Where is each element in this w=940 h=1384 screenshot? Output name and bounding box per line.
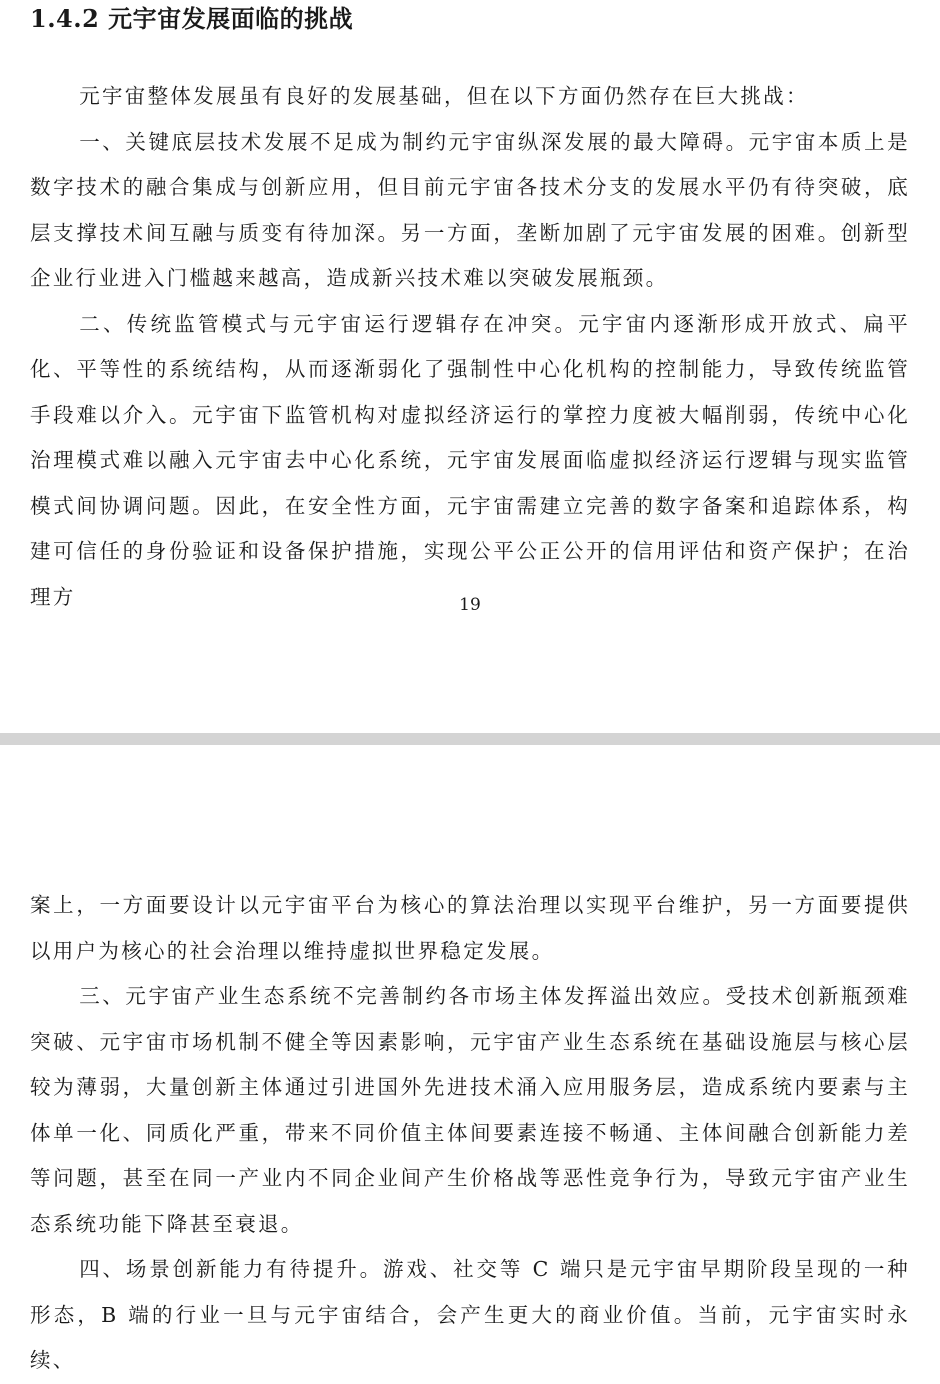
- body-text-continued: [30, 883, 910, 1384]
- page-separator: [0, 733, 940, 745]
- body-text: [30, 74, 910, 620]
- page-number: 19: [459, 595, 481, 615]
- challenge-1-paragraph: 一、关键底层技术发展不足成为制约元宇宙纵深发展的最大障碍。元宇宙本质上是数字技术的融合集成与创新应用，但目前元宇宙各技术分支的发展水平仍有待突破，底层支撑技术间互融与质变有待加深。另一方面，垄断加剧了元宇宙发展的困难。创新型企业行业进入门槛越来越高，造成新兴技术难以突破发展瓶颈。: [30, 129, 910, 290]
- challenge-2-paragraph: 二、传统监管模式与元宇宙运行逻辑存在冲突。元宇宙内逐渐形成开放式、扁平化、平等性的系统结构，从而逐渐弱化了强制性中心化机构的控制能力，导致传统监管手段难以介入。元宇宙下监管机构对虚拟经济运行的掌控力度被大幅削弱，传统中心化治理模式难以融入元宇宙去中心化系统，元宇宙发展面临虚拟经济运行逻辑与现实监管模式间协调问题。因此，在安全性方面，元宇宙需建立完善的数字备案和追踪体系，构建可信任的身份验证和设备保护措施，实现公平公正公开的信用评估和资产保护；在治理方: [30, 311, 910, 609]
- challenge-3-paragraph: 三、元宇宙产业生态系统不完善制约各市场主体发挥溢出效应。受技术创新瓶颈难突破、元宇宙市场机制不健全等因素影响，元宇宙产业生态系统在基础设施层与核心层较为薄弱，大量创新主体通过引进国外先进技术涌入应用服务层，造成系统内要素与主体单一化、同质化严重，带来不同价值主体间要素连接不畅通、主体间融合创新能力差等问题，甚至在同一产业内不同企业间产生价格战等恶性竞争行为，导致元宇宙产业生态系统功能下降甚至衰退。: [30, 984, 910, 1236]
- challenge-4-paragraph: 四、场景创新能力有待提升。游戏、社交等 C 端只是元宇宙早期阶段呈现的一种形态，B 端的行业一旦与元宇宙结合，会产生更大的商业价值。当前，元宇宙实时永续、: [30, 1257, 910, 1372]
- intro-paragraph: 元宇宙整体发展虽有良好的发展基础，但在以下方面仍然存在巨大挑战：: [79, 84, 809, 108]
- section-heading: 1.4.2 元宇宙发展面临的挑战: [30, 4, 354, 33]
- challenge-2-continuation: 案上，一方面要设计以元宇宙平台为核心的算法治理以实现平台维护，另一方面要提供以用户为核心的社会治理以维持虚拟世界稳定发展。: [30, 893, 910, 963]
